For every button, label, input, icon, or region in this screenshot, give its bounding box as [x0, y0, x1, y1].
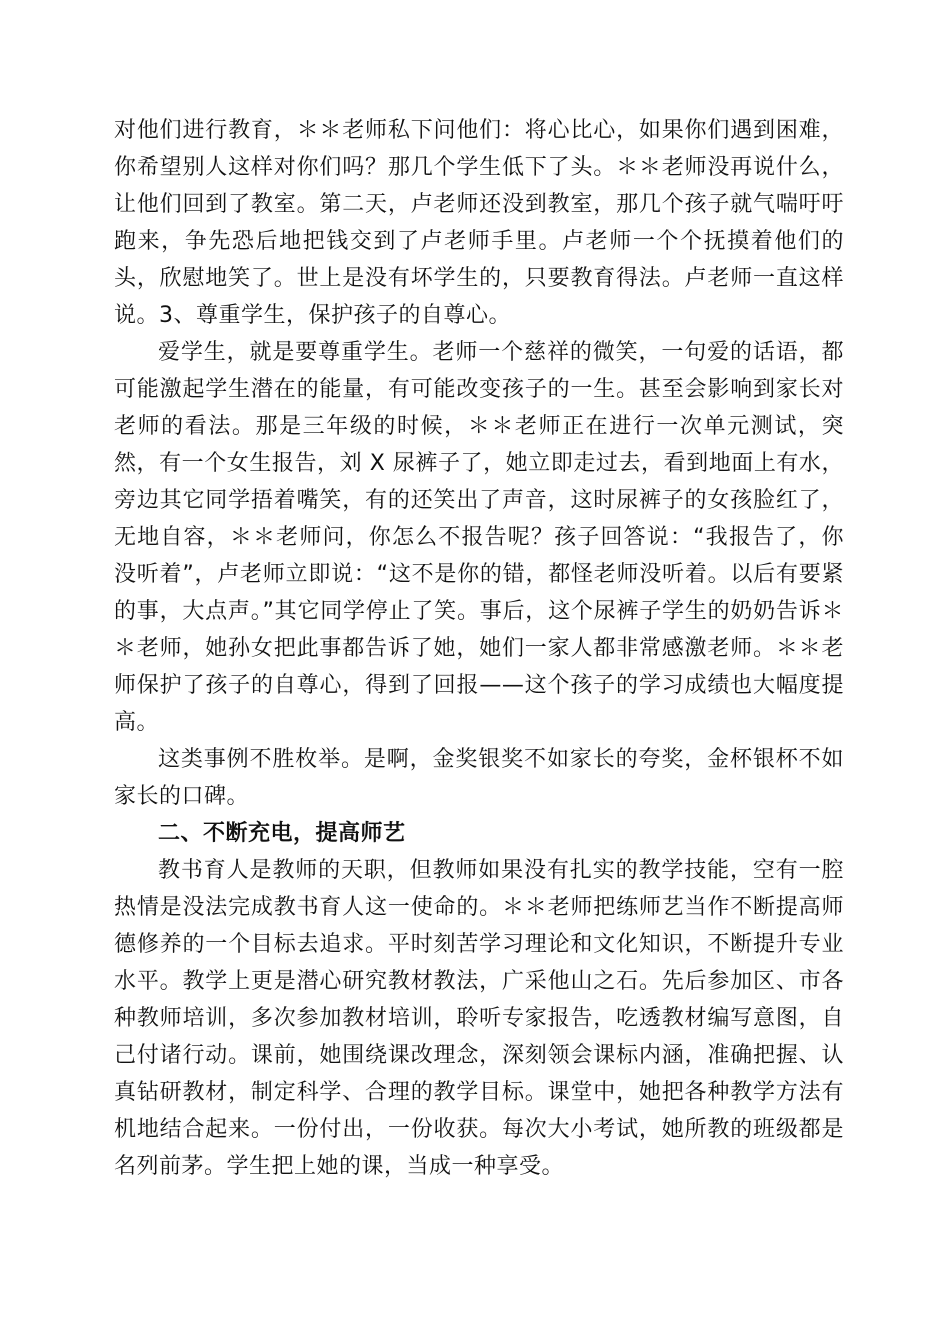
paragraph-teaching-skills: 教书育人是教师的天职，但教师如果没有扎实的教学技能，空有一腔热情是没法完成教书育人这一使命的。＊＊老师把练师艺当作不断提高师德修养的一个目标去追求。平时刻苦学习理论和文化知识，不断提升专业水平。教学上更是潜心研究教材教法，广采他山之石。先后参加区、市各种教师培训，多次参加教材培训，聆听专家报告，吃透教材编写意图，自己付诸行动。课前，她围绕课改理念，深刻领会课标内涵，准确把握、认真钻研教材，制定科学、合理的教学目标。课堂中，她把各种教学方法有机地结合起来。一份付出，一份收获。每次大小考试，她所教的班级都是名列前茅。学生把上她的课，当成一种享受。 [114, 858, 844, 1179]
document-page [114, 112, 844, 1185]
section-heading: 二、不断充电，提高师艺 [158, 821, 406, 846]
paragraph-summary: 这类事例不胜枚举。是啊，金奖银奖不如家长的夸奖，金杯银杯不如家长的口碑。 [114, 747, 844, 809]
paragraph-respect-students: 爱学生，就是要尊重学生。老师一个慈祥的微笑，一句爱的话语，都可能激起学生潜在的能量，有可能改变孩子的一生。甚至会影响到家长对老师的看法。那是三年级的时候，＊＊老师正在进行一次单元测试，突然，有一个女生报告，刘 X 尿裤子了，她立即走过去，看到地面上有水，旁边其它同学捂着嘴笑，有的还笑出了声音，这时尿裤子的女孩脸红了，无地自容，＊＊老师问，你怎么不报告呢？孩子回答说：“我报告了，你没听着”，卢老师立即说：“这不是你的错，都怪老师没听着。以后有要紧的事，大点声。”其它同学停止了笑。事后，这个尿裤子学生的奶奶告诉＊＊老师，她孙女把此事都告诉了她，她们一家人都非常感激老师。＊＊老师保护了孩子的自尊心，得到了回报——这个孩子的学习成绩也大幅度提高。 [114, 340, 844, 735]
paragraph-continuation: 对他们进行教育，＊＊老师私下问他们：将心比心，如果你们遇到困难，你希望别人这样对你们吗？那几个学生低下了头。＊＊老师没再说什么，让他们回到了教室。第二天，卢老师还没到教室，那几个孩子就气喘吁吁跑来，争先恐后地把钱交到了卢老师手里。卢老师一个个抚摸着他们的头，欣慰地笑了。世上是没有坏学生的，只要教育得法。卢老师一直这样说。3、尊重学生，保护孩子的自尊心。 [114, 118, 844, 328]
